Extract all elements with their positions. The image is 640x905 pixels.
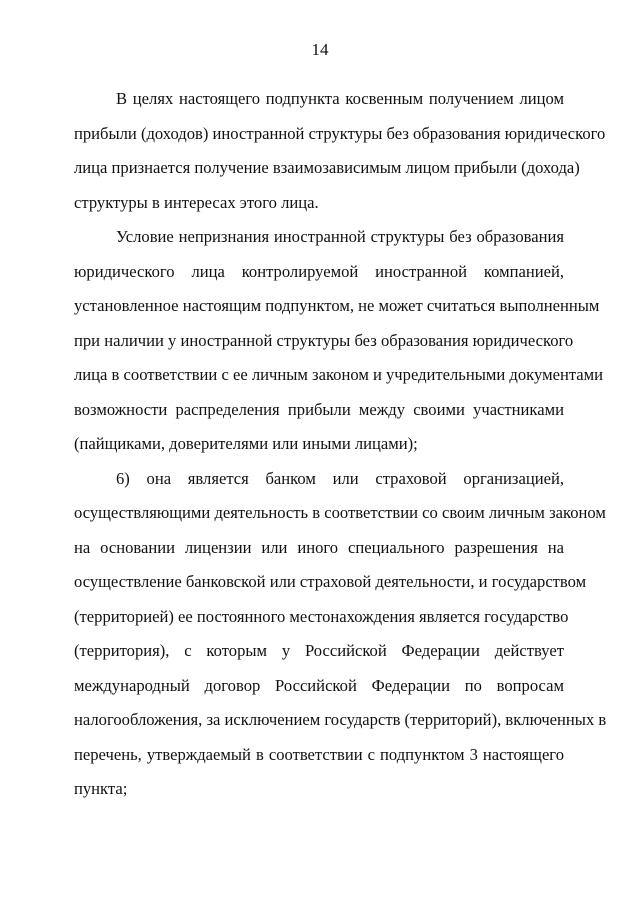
paragraph-line: установленное настоящим подпунктом, не может считаться выполненным [74,296,600,315]
paragraph-line: возможности распределения прибыли между своими участниками [74,399,564,419]
paragraph-line: (территорией) ее постоянного местонахождения является государство [74,606,569,626]
paragraph-line: пункта; [74,779,128,798]
paragraph-indirect-income [74,82,606,220]
paragraph-line: осуществляющими деятельность в соответствии со своим личным законом [74,503,606,522]
paragraph-line: 6) она является банком или страховой организацией, [116,468,564,488]
paragraph-line: юридического лица контролируемой иностранной компанией, [74,261,564,281]
paragraph-line: Условие непризнания иностранной структуры без образования [116,227,564,246]
paragraph-line: при наличии у иностранной структуры без образования юридического [74,330,574,350]
paragraph-line: лица в соответствии с ее личным законом и учредительными документами [74,365,604,384]
paragraph-line: (пайщиками, доверителями или иными лицами); [74,434,418,453]
paragraph-line: структуры в интересах этого лица. [74,192,319,212]
page-number: 14 [311,40,329,59]
paragraph-line: прибыли (доходов) иностранной структуры без образования юридического [74,123,606,143]
paragraph-line: лица признается получение взаимозависимым лицом прибыли (дохода) [74,158,580,177]
paragraph-line: (территория), с которым у Российской Федерации действует [74,641,564,660]
paragraph-line: налогообложения, за исключением государств (территорий), включенных в [74,710,607,729]
paragraph-item-6-bank-insurance [74,462,607,807]
paragraph-line: перечень, утверждаемый в соответствии с подпунктом 3 настоящего [74,744,564,764]
paragraph-non-recognition-condition [74,220,604,462]
paragraph-line: на основании лицензии или иного специального разрешения на [74,537,564,557]
paragraph-line: осуществление банковской или страховой деятельности, и государством [74,572,587,591]
document-body [74,82,607,807]
paragraph-line: международный договор Российской Федерации по вопросам [74,675,564,695]
paragraph-line: В целях настоящего подпункта косвенным получением лицом [116,89,564,108]
